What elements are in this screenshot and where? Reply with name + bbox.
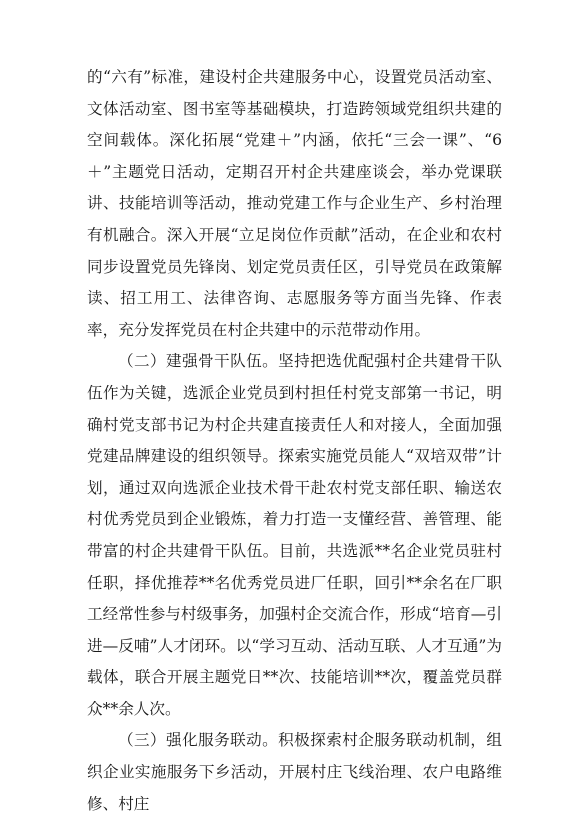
paragraph-3: （三）强化服务联动。积极探索村企服务联动机制，组织企业实施服务下乡活动，开展村庄飞线治理、农户电路维修、村庄 xyxy=(87,731,502,813)
paragraph-2: （二）建强骨干队伍。坚持把选优配强村企共建骨干队伍作为关键，选派企业党员到村担任村党支部第一书记，明确村党支部书记为村企共建直接责任人和对接人，全面加强党建品牌建设的组织领导。探索实施党员能人“双培双带”计划，通过双向选派企业技术骨干赴农村党支部任职、输送农村优秀党员到企业锻炼，着力打造一支懂经营、善管理、能带富的村企共建骨干队伍。目前，共选派**名企业党员驻村任职，择优推荐**名优秀党员进厂任职，回引**余名在厂职工经常性参与村级事务，加强村企交流合作，形成“培育—引进—反哺”人才闭环。以“学习互动、活动互联、人才互通”为载体，联合开展主题党日**次、技能培训**次，覆盖党员群众**余人次。 xyxy=(87,352,502,718)
document-page xyxy=(87,62,502,820)
paragraph-1: 的“六有”标准，建设村企共建服务中心，设置党员活动室、文体活动室、图书室等基础模块，打造跨领域党组织共建的空间载体。深化拓展“党建＋”内涵，依托“三会一课”、“6＋”主题党日活动，定期召开村企共建座谈会，举办党课联讲、技能培训等活动，推动党建工作与企业生产、乡村治理有机融合。深入开展“立足岗位作贡献”活动，在企业和农村同步设置党员先锋岗、划定党员责任区，引导党员在政策解读、招工用工、法律咨询、志愿服务等方面当先锋、作表率，充分发挥党员在村企共建中的示范带动作用。 xyxy=(87,68,502,339)
